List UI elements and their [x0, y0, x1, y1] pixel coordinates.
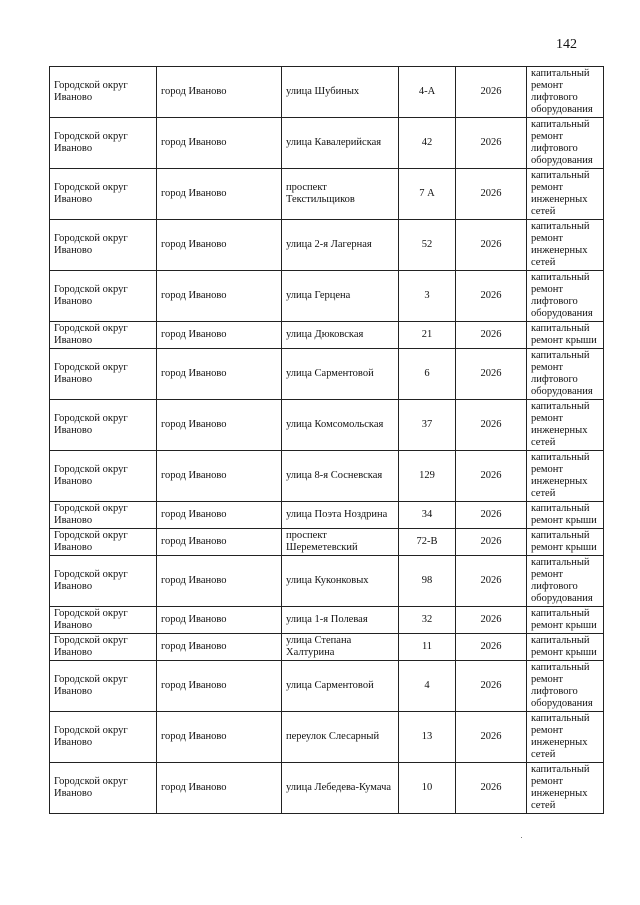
district-cell: Городской округ Иваново [50, 220, 157, 271]
table-row [50, 349, 604, 400]
table-row [50, 763, 604, 814]
house-number-cell: 4 [399, 661, 456, 712]
house-number-cell: 34 [399, 502, 456, 529]
year-cell: 2026 [456, 400, 527, 451]
year-cell: 2026 [456, 451, 527, 502]
work-type-cell: капитальный ремонт лифтового оборудования [527, 118, 604, 169]
district-cell: Городской округ Иваново [50, 634, 157, 661]
district-cell: Городской округ Иваново [50, 322, 157, 349]
work-type-cell: капитальный ремонт лифтового оборудования [527, 556, 604, 607]
table-row [50, 67, 604, 118]
street-cell: улица Дюковская [282, 322, 399, 349]
work-type-cell: капитальный ремонт инженерных сетей [527, 763, 604, 814]
district-cell: Городской округ Иваново [50, 661, 157, 712]
street-cell: улица Лебедева-Кумача [282, 763, 399, 814]
table-row [50, 556, 604, 607]
district-cell: Городской округ Иваново [50, 607, 157, 634]
table-row [50, 634, 604, 661]
street-cell: проспект Текстильщиков [282, 169, 399, 220]
year-cell: 2026 [456, 634, 527, 661]
street-cell: улица Сарментовой [282, 661, 399, 712]
district-cell: Городской округ Иваново [50, 502, 157, 529]
city-cell: город Иваново [157, 502, 282, 529]
street-cell: улица Степана Халтурина [282, 634, 399, 661]
table-row [50, 220, 604, 271]
year-cell: 2026 [456, 607, 527, 634]
district-cell: Городской округ Иваново [50, 349, 157, 400]
year-cell: 2026 [456, 529, 527, 556]
street-cell: улица 8-я Сосневская [282, 451, 399, 502]
year-cell: 2026 [456, 712, 527, 763]
house-number-cell: 129 [399, 451, 456, 502]
district-cell: Городской округ Иваново [50, 712, 157, 763]
house-number-cell: 4-А [399, 67, 456, 118]
city-cell: город Иваново [157, 712, 282, 763]
scan-speck [521, 837, 522, 838]
year-cell: 2026 [456, 220, 527, 271]
work-type-cell: капитальный ремонт крыши [527, 502, 604, 529]
work-type-cell: капитальный ремонт крыши [527, 634, 604, 661]
district-cell: Городской округ Иваново [50, 556, 157, 607]
city-cell: город Иваново [157, 169, 282, 220]
work-type-cell: капитальный ремонт инженерных сетей [527, 400, 604, 451]
work-type-cell: капитальный ремонт инженерных сетей [527, 712, 604, 763]
house-number-cell: 11 [399, 634, 456, 661]
work-type-cell: капитальный ремонт крыши [527, 607, 604, 634]
house-number-cell: 42 [399, 118, 456, 169]
work-type-cell: капитальный ремонт инженерных сетей [527, 169, 604, 220]
district-cell: Городской округ Иваново [50, 529, 157, 556]
street-cell: улица Сарментовой [282, 349, 399, 400]
district-cell: Городской округ Иваново [50, 451, 157, 502]
house-number-cell: 7 А [399, 169, 456, 220]
street-cell: переулок Слесарный [282, 712, 399, 763]
table-row [50, 661, 604, 712]
table-row [50, 607, 604, 634]
table-row [50, 712, 604, 763]
table-row [50, 322, 604, 349]
table-row [50, 502, 604, 529]
city-cell: город Иваново [157, 118, 282, 169]
year-cell: 2026 [456, 322, 527, 349]
work-type-cell: капитальный ремонт инженерных сетей [527, 220, 604, 271]
city-cell: город Иваново [157, 556, 282, 607]
house-number-cell: 3 [399, 271, 456, 322]
district-cell: Городской округ Иваново [50, 169, 157, 220]
city-cell: город Иваново [157, 67, 282, 118]
city-cell: город Иваново [157, 322, 282, 349]
work-type-cell: капитальный ремонт крыши [527, 322, 604, 349]
year-cell: 2026 [456, 169, 527, 220]
table-row [50, 118, 604, 169]
house-number-cell: 52 [399, 220, 456, 271]
work-type-cell: капитальный ремонт лифтового оборудования [527, 67, 604, 118]
street-cell: улица Герцена [282, 271, 399, 322]
district-cell: Городской округ Иваново [50, 763, 157, 814]
district-cell: Городской округ Иваново [50, 400, 157, 451]
year-cell: 2026 [456, 349, 527, 400]
house-number-cell: 72-В [399, 529, 456, 556]
city-cell: город Иваново [157, 400, 282, 451]
district-cell: Городской округ Иваново [50, 271, 157, 322]
year-cell: 2026 [456, 763, 527, 814]
city-cell: город Иваново [157, 529, 282, 556]
year-cell: 2026 [456, 661, 527, 712]
house-number-cell: 37 [399, 400, 456, 451]
work-type-cell: капитальный ремонт лифтового оборудования [527, 661, 604, 712]
city-cell: город Иваново [157, 763, 282, 814]
work-type-cell: капитальный ремонт лифтового оборудования [527, 271, 604, 322]
house-number-cell: 98 [399, 556, 456, 607]
street-cell: проспект Шереметевский [282, 529, 399, 556]
work-type-cell: капитальный ремонт крыши [527, 529, 604, 556]
street-cell: улица 1-я Полевая [282, 607, 399, 634]
table-row [50, 169, 604, 220]
year-cell: 2026 [456, 271, 527, 322]
street-cell: улица Куконковых [282, 556, 399, 607]
city-cell: город Иваново [157, 271, 282, 322]
house-number-cell: 6 [399, 349, 456, 400]
repair-schedule-table [49, 66, 604, 814]
table-row [50, 529, 604, 556]
table-row [50, 400, 604, 451]
house-number-cell: 21 [399, 322, 456, 349]
year-cell: 2026 [456, 556, 527, 607]
page-number: 142 [556, 37, 577, 52]
city-cell: город Иваново [157, 634, 282, 661]
street-cell: улица Кавалерийская [282, 118, 399, 169]
street-cell: улица Комсомольская [282, 400, 399, 451]
district-cell: Городской округ Иваново [50, 118, 157, 169]
house-number-cell: 10 [399, 763, 456, 814]
city-cell: город Иваново [157, 607, 282, 634]
work-type-cell: капитальный ремонт инженерных сетей [527, 451, 604, 502]
year-cell: 2026 [456, 67, 527, 118]
city-cell: город Иваново [157, 220, 282, 271]
year-cell: 2026 [456, 502, 527, 529]
street-cell: улица 2-я Лагерная [282, 220, 399, 271]
city-cell: город Иваново [157, 451, 282, 502]
city-cell: город Иваново [157, 661, 282, 712]
table-row [50, 451, 604, 502]
district-cell: Городской округ Иваново [50, 67, 157, 118]
city-cell: город Иваново [157, 349, 282, 400]
street-cell: улица Шубиных [282, 67, 399, 118]
year-cell: 2026 [456, 118, 527, 169]
street-cell: улица Поэта Ноздрина [282, 502, 399, 529]
work-type-cell: капитальный ремонт лифтового оборудования [527, 349, 604, 400]
house-number-cell: 13 [399, 712, 456, 763]
house-number-cell: 32 [399, 607, 456, 634]
table-row [50, 271, 604, 322]
